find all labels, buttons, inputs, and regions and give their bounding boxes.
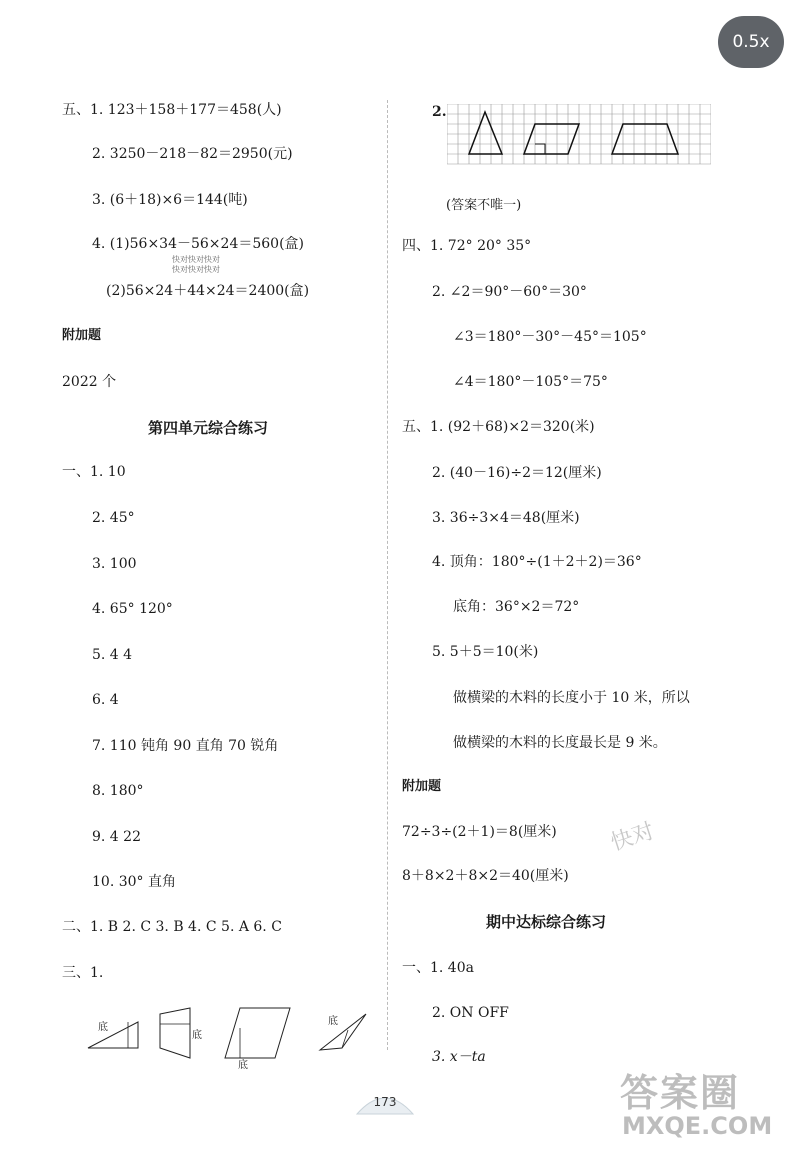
answer-3-1: 三、1.	[62, 965, 104, 981]
r-answer-5-1: 五、1. (92＋68)×2＝320(米)	[402, 419, 595, 435]
unit4-title: 第四单元综合练习	[148, 419, 269, 437]
answer-1-9: 9. 4 22	[92, 829, 141, 845]
r-answer-5-5b: 做横梁的木料的长度小于 10 米，所以	[453, 690, 690, 706]
grid-figures	[447, 104, 711, 166]
answer-1-8: 8. 180°	[92, 783, 144, 799]
r-answer-5-4a: 4. 顶角：180°÷(1＋2＋2)＝36°	[432, 554, 642, 570]
page-number: 173	[373, 1095, 397, 1109]
midterm-1: 一、1. 40a	[402, 960, 474, 976]
r-answer-4-2a: 2. ∠2＝90°－60°＝30°	[432, 284, 587, 300]
answer-5-4b: (2)56×24＋44×24＝2400(盒)	[106, 283, 310, 299]
r-answer-5-4b: 底角：36°×2＝72°	[453, 599, 580, 615]
r-bonus-1: 72÷3÷(2＋1)＝8(厘米)	[402, 824, 557, 840]
grid-triangle	[469, 112, 502, 154]
r-bonus-title: 附加题	[402, 779, 442, 794]
answer-1-5: 5. 4 4	[92, 647, 133, 663]
answer-1-3: 3. 100	[92, 556, 137, 572]
bonus-title: 附加题	[62, 328, 102, 343]
r-answer-4-2b: ∠3＝180°－30°－45°＝105°	[453, 329, 647, 345]
kuaidui-stamp: 快对快对快对 快对快对快对	[172, 255, 220, 274]
figure-label-2: 底	[192, 1030, 202, 1041]
watermark-brand: 答案圈	[620, 1071, 741, 1115]
r-answer-4-1: 四、1. 72° 20° 35°	[402, 238, 532, 254]
figure-label-3: 底	[238, 1060, 248, 1070]
watermark-url: MXQE.COM	[622, 1112, 773, 1140]
r-answer-5-5c: 做横梁的木料的长度最长是 9 米。	[453, 735, 667, 751]
base-figures	[80, 1000, 380, 1070]
answer-1-4: 4. 65° 120°	[92, 601, 173, 617]
figure-parallelogram	[225, 1008, 290, 1058]
figure-quad	[160, 1008, 190, 1058]
r-bonus-2: 8＋8×2＋8×2＝40(厘米)	[402, 868, 569, 884]
answer-5-4a: 4. (1)56×34－56×24＝560(盒)	[92, 236, 305, 252]
answer-5-1: 五、1. 123＋158＋177＝458(人)	[62, 102, 282, 118]
figure-triangle-1	[88, 1022, 138, 1048]
r-answer-4-2c: ∠4＝180°－105°＝75°	[453, 374, 608, 390]
watermark-stamp: 快对	[607, 818, 658, 857]
answer-2: 二、1. B 2. C 3. B 4. C 5. A 6. C	[62, 919, 282, 935]
r-answer-5-3: 3. 36÷3×4＝48(厘米)	[432, 510, 580, 526]
answer-1-6: 6. 4	[92, 692, 119, 708]
playback-speed-button[interactable]: 0.5x	[718, 16, 784, 68]
bonus-answer: 2022 个	[62, 374, 117, 390]
grid-parallelogram	[524, 124, 579, 154]
figure-label-4: 底	[328, 1016, 338, 1027]
answer-q2-label: 2.	[432, 104, 447, 120]
answer-1-10: 10. 30° 直角	[92, 874, 176, 890]
answer-5-2: 2. 3250－218－82＝2950(元)	[92, 146, 293, 162]
r-answer-5-5a: 5. 5＋5＝10(米)	[432, 644, 539, 660]
answer-5-3: 3. (6＋18)×6＝144(吨)	[92, 192, 248, 208]
figure-label-1: 底	[98, 1022, 108, 1033]
divider	[387, 100, 388, 1050]
answer-1-1: 一、1. 10	[62, 464, 126, 480]
answer-1-2: 2. 45°	[92, 510, 135, 526]
page-number-badge	[355, 1088, 415, 1116]
r-answer-5-2: 2. (40－16)÷2＝12(厘米)	[432, 465, 602, 481]
midterm-2: 2. ON OFF	[432, 1005, 509, 1021]
midterm-title: 期中达标综合练习	[486, 913, 607, 931]
answer-note: (答案不唯一)	[446, 198, 522, 213]
midterm-3: 3. x－ta	[432, 1049, 486, 1065]
answer-1-7: 7. 110 钝角 90 直角 70 锐角	[92, 738, 279, 754]
